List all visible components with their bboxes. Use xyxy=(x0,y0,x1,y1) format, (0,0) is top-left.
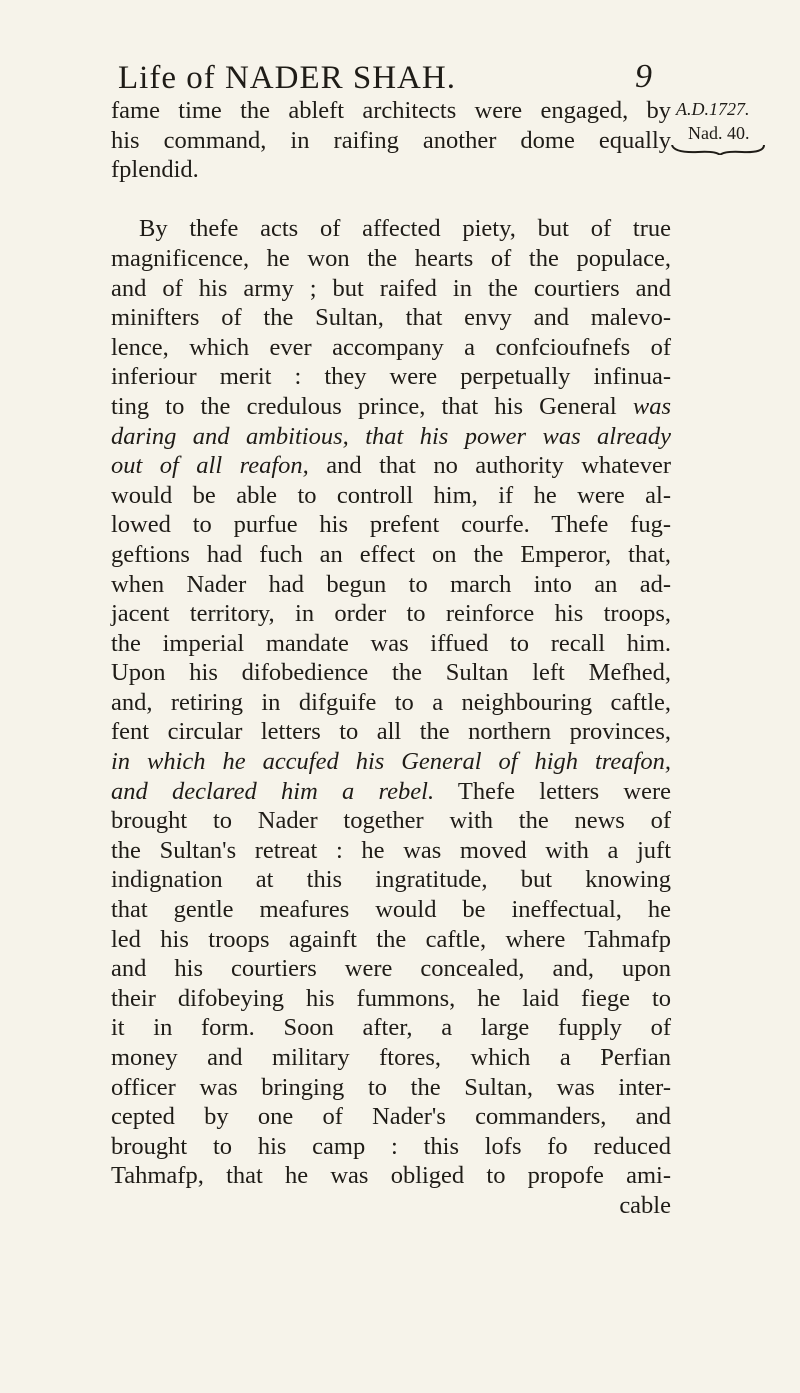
text-line: lence, which ever accompany a confcioufnefs of xyxy=(111,333,671,361)
text-line: officer was bringing to the Sultan, was inter- xyxy=(111,1073,671,1101)
margin-date: A.D.1727. xyxy=(676,99,750,119)
text-line: the Sultan's retreat : he was moved with a juft xyxy=(111,836,671,864)
text-line: brought to his camp : this lofs fo reduced xyxy=(111,1132,671,1160)
text-line: it in form. Soon after, a large fupply of xyxy=(111,1014,671,1042)
header-title-part1: Life of xyxy=(118,60,225,96)
catchword: cable xyxy=(619,1191,671,1219)
text-line: fent circular letters to all the northern provinces, xyxy=(111,718,671,746)
text-line: minifters of the Sultan, that envy and malevo- xyxy=(111,304,671,332)
text-line: and, retiring in difguife to a neighbouring caftle, xyxy=(111,688,671,716)
text-line: money and military ftores, which a Perfian xyxy=(111,1044,671,1071)
text-line: would be able to controll him, if he were al- xyxy=(111,481,671,509)
text-line: his command, in raifing another dome equally xyxy=(111,126,671,154)
text-line: geftions had fuch an effect on the Emperor, that, xyxy=(111,540,671,568)
text-segment: ting to the credulous prince, that his General xyxy=(111,392,617,420)
text-line xyxy=(111,747,671,777)
header-title-part2: NADER SHAH. xyxy=(224,60,456,96)
text-line: Upon his difobedience the Sultan left Mefhed, xyxy=(111,659,671,687)
text-line xyxy=(111,451,671,481)
text-line: magnificence, he won the hearts of the populace, xyxy=(111,244,671,272)
text-line: led his troops againft the caftle, where Tahmafp xyxy=(111,925,671,953)
running-header xyxy=(118,60,658,97)
text-line: and his courtiers were concealed, and, upon xyxy=(111,955,671,983)
margin-note xyxy=(676,97,786,145)
text-line xyxy=(111,777,671,807)
page-number: 9 xyxy=(635,58,652,95)
text-line: By thefe acts of affected piety, but of true xyxy=(139,215,671,243)
text-line: indignation at this ingratitude, but knowing xyxy=(111,866,671,894)
text-line: inferiour merit : they were perpetually infinua- xyxy=(111,363,671,391)
margin-brace-icon xyxy=(668,145,768,155)
text-line: jacent territory, in order to reinforce his troops, xyxy=(111,600,671,628)
text-line: their difobeying his fummons, he laid fiege to xyxy=(111,984,671,1012)
text-line: Tahmafp, that he was obliged to propofe ami- xyxy=(111,1162,671,1190)
text-line: when Nader had begun to march into an ad- xyxy=(111,570,671,598)
text-line: brought to Nader together with the news of xyxy=(111,807,671,835)
text-line: and of his army ; but raifed in the courtiers and xyxy=(111,274,671,302)
text-line: fame time the ableft architects were engaged, by xyxy=(111,97,671,124)
text-line: cepted by one of Nader's commanders, and xyxy=(111,1103,671,1131)
body-text xyxy=(111,96,671,1221)
text-segment: and that no authority whatever xyxy=(326,452,671,480)
text-line: that gentle meafures would be ineffectual, he xyxy=(111,896,671,924)
text-line: the imperial mandate was iffued to recall him. xyxy=(111,629,671,657)
text-line: lowed to purfue his prefent courfe. Thefe fug- xyxy=(111,511,671,539)
text-line: fplendid. xyxy=(111,156,199,184)
italic-segment: was xyxy=(632,392,671,420)
margin-nad: Nad. 40. xyxy=(688,123,750,143)
text-line xyxy=(111,392,671,422)
italic-segment: out of all reafon, xyxy=(111,452,309,480)
text-segment: Thefe letters were xyxy=(457,777,671,805)
italic-segment: and declared him a rebel. xyxy=(111,777,435,805)
italic-segment: in which he accufed his General of high treafon, xyxy=(111,748,671,776)
text-line xyxy=(111,422,671,452)
italic-segment: daring and ambitious, that his power was already xyxy=(111,422,671,450)
